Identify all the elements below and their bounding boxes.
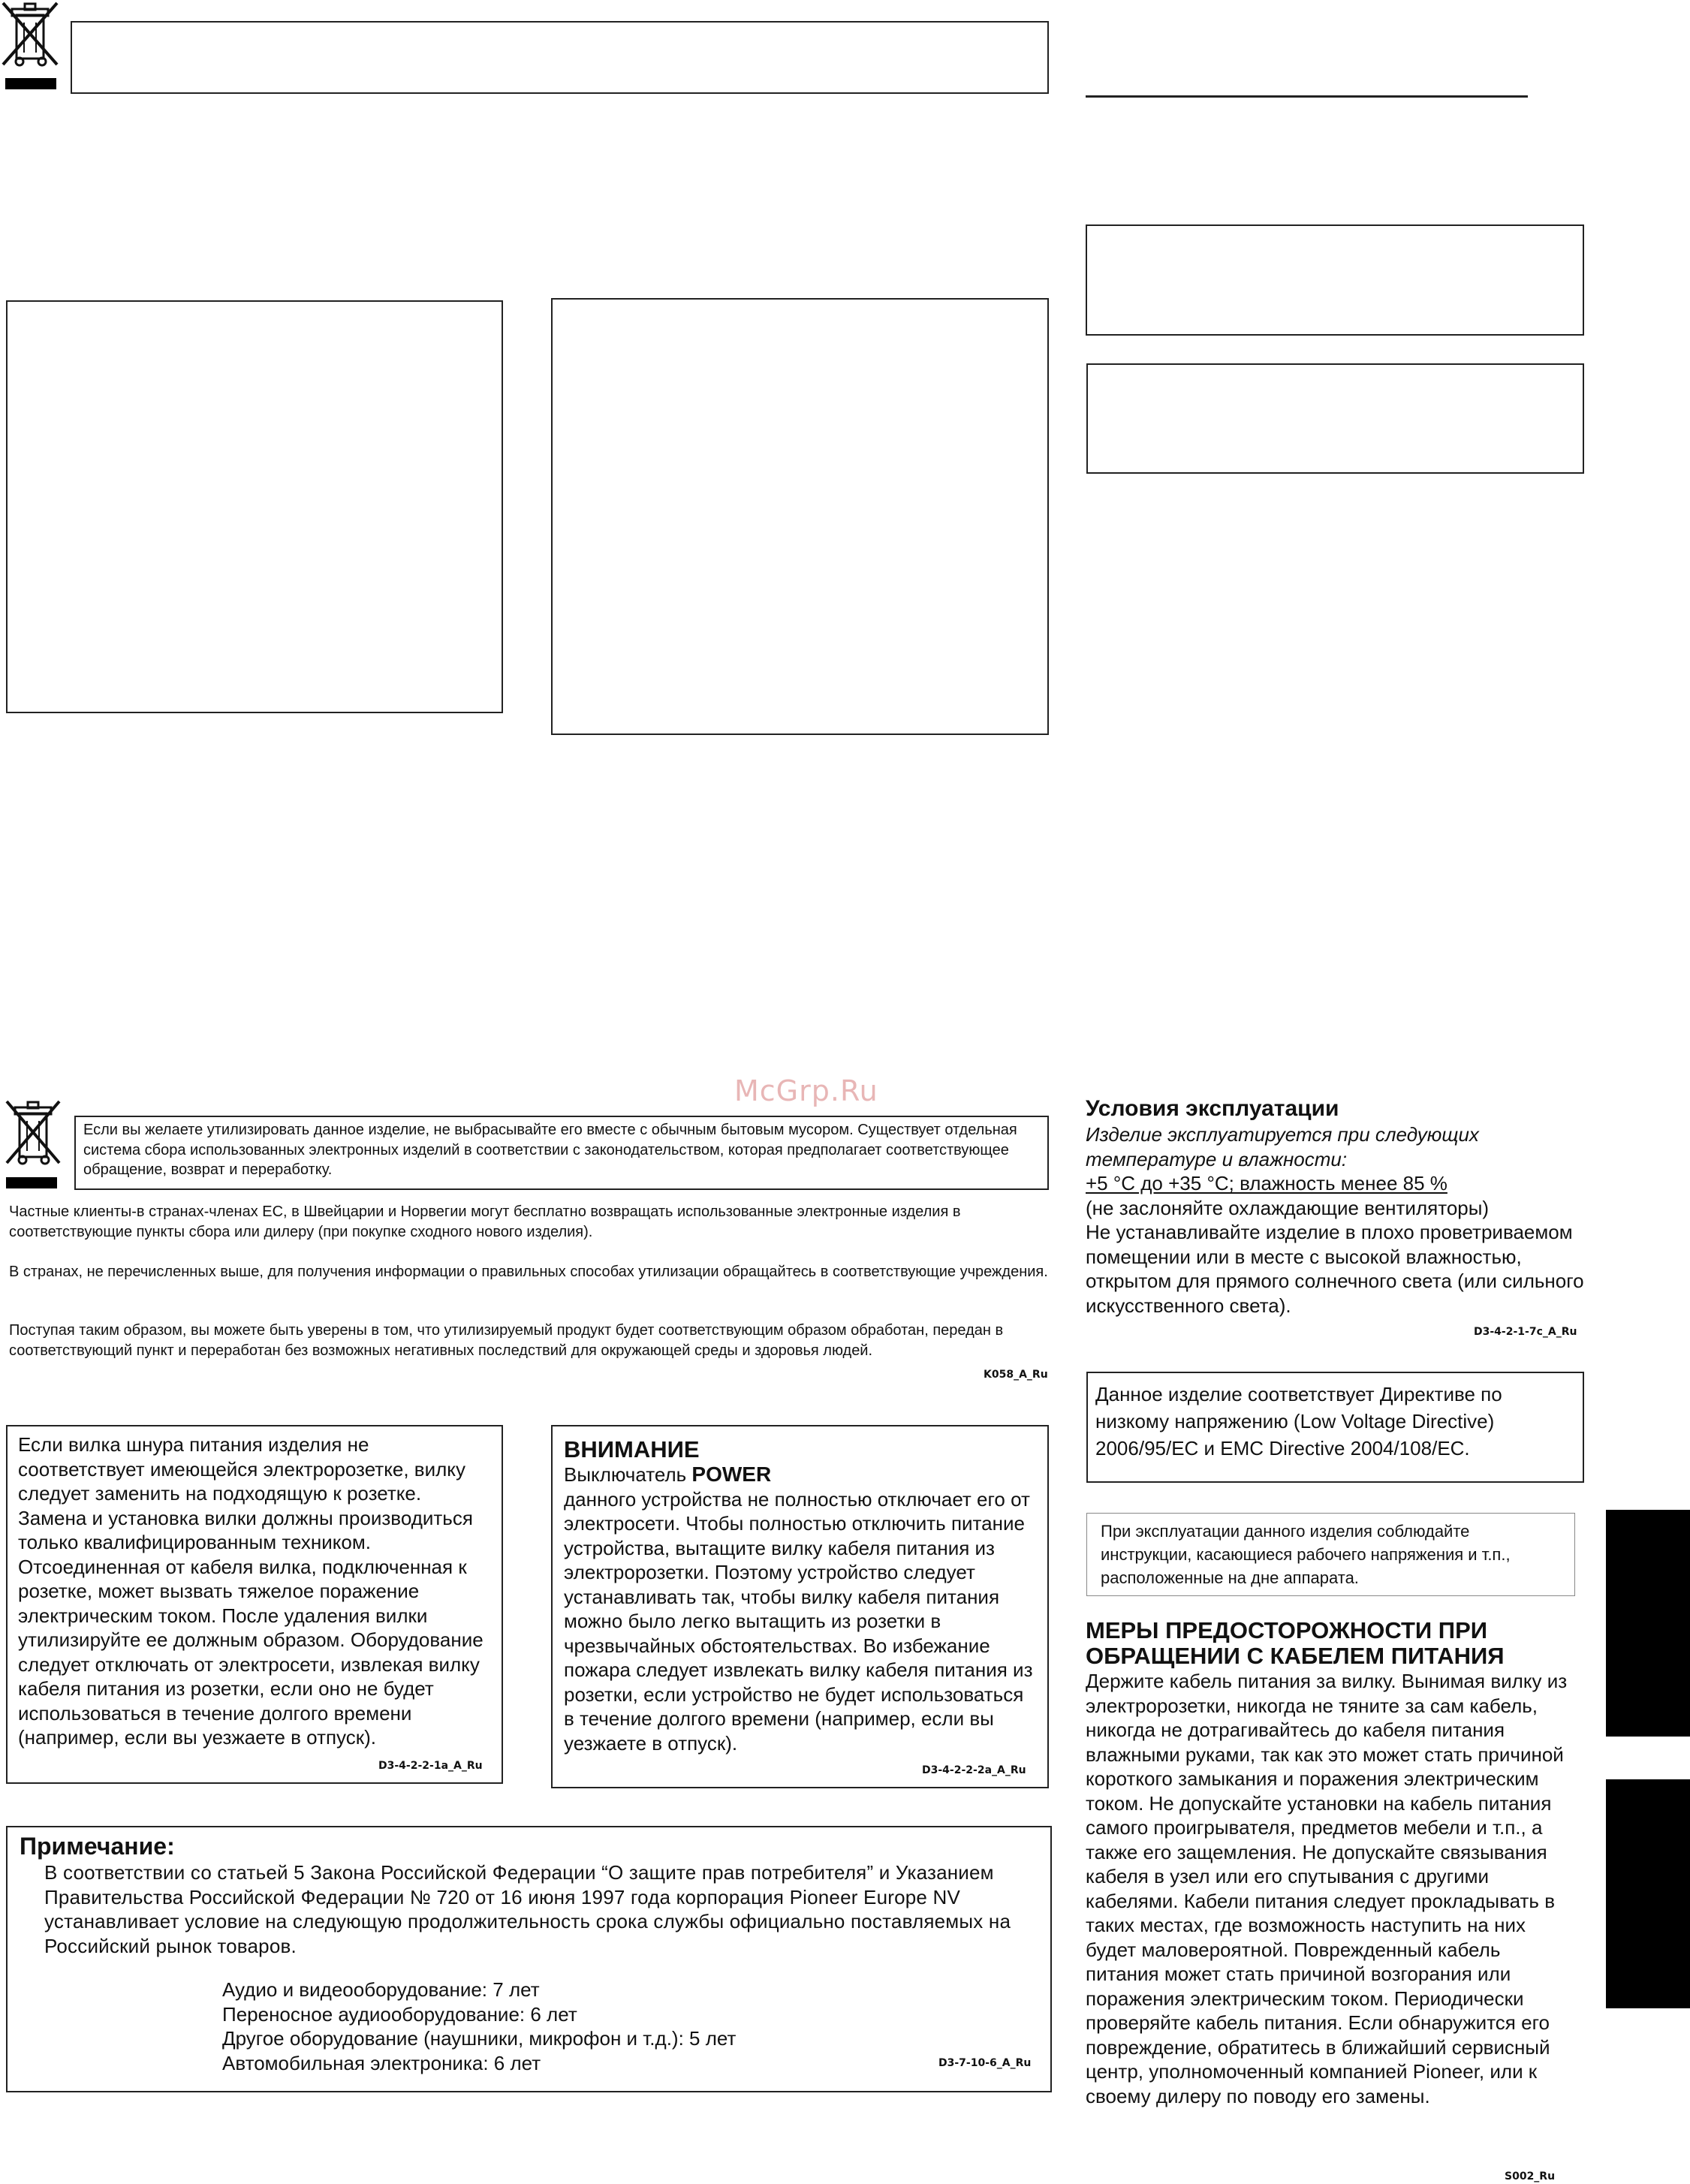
- caution-code: D3-4-2-2-2a_A_Ru: [922, 1764, 1026, 1776]
- note-list-item: Переносное аудиооборудование: 6 лет: [222, 2002, 577, 2026]
- plug-warning-code: D3-4-2-2-1a_A_Ru: [378, 1760, 483, 1772]
- note-text: В соответствии со статьей 5 Закона Российской Федерации “О защите прав потребителя” и Указанием Правительства Российской Федерации № 720 от 16 июня 1997 года корпорация Pioneer Europe NV устанавливает условие на следующую продолжительность срока службы официально поставляемых на Российский рынок товаров.: [44, 1861, 1011, 1957]
- cord-code: S002_Ru: [1505, 2170, 1556, 2182]
- directive-box: [1086, 1372, 1584, 1483]
- watermark: McGrp.Ru: [734, 1074, 878, 1107]
- voltage-box: [1086, 1513, 1575, 1596]
- note-code: D3-7-10-6_A_Ru: [938, 2057, 1032, 2069]
- voltage-text: При эксплуатации данного изделия соблюдайте инструкции, касающиеся рабочего напряжения и т.п., расположенные на дне аппарата.: [1101, 1522, 1511, 1587]
- operating-italic: Изделие эксплуатируется при следующих температуре и влажности:: [1086, 1123, 1479, 1170]
- weee-paragraph-2: В странах, не перечисленных выше, для получения информации о правильных способах утилизации обращайтесь в соответствующие учреждения.: [9, 1264, 1048, 1280]
- weee-bin-icon: [5, 1098, 65, 1192]
- operating-code: D3-4-2-1-7c_A_Ru: [1474, 1326, 1577, 1338]
- weee-notice-text: Если вы желаете утилизировать данное изделие, не выбрасывайте его вместе с обычным бытовым мусором. Существует отдельная система сбора использованных электронных изделий в соответствии с законодательством, которая предполагает соответствующее обращение, возврат и переработку.: [83, 1122, 1017, 1178]
- caution-box: [551, 1425, 1049, 1788]
- empty-frame-top-right-2: [1086, 363, 1584, 474]
- caution-switch-prefix: Выключатель: [564, 1463, 687, 1486]
- operating-paren: (не заслоняйте охлаждающие вентиляторы): [1086, 1196, 1490, 1219]
- note-box: [6, 1826, 1052, 2092]
- operating-title: Условия эксплуатации: [1086, 1096, 1339, 1121]
- plug-warning-text: Если вилка шнура питания изделия не соответствует имеющейся электророзетке, вилку следует заменить на подходящую к розетке. Замена и установка вилки должны производиться только квалифицированным техником. Отсоединенная от кабеля вилка, подключенная к розетке, может вызвать тяжелое поражение электрическим током. После удаления вилки утилизируйте ее должным образом. Оборудование следует отключать от электросети, извлекая вилку кабеля питания из розетки, если оно не будет использоваться в течение долгого времени (например, если вы уезжаете в отпуск).: [18, 1433, 484, 1749]
- empty-frame-top-middle: [551, 298, 1049, 735]
- weee-paragraph-1: Частные клиенты-в странах-членах ЕС, в Швейцарии и Норвегии могут бесплатно возвращать использованные электронные изделия в соответствующие пункты сбора или дилеру (при покупке сходного нового изделия).: [9, 1203, 961, 1240]
- weee-code: K058_A_Ru: [984, 1369, 1048, 1381]
- note-service-life-list: [20, 1978, 1038, 2075]
- weee-notice-box: [74, 1116, 1049, 1190]
- note-list-item: Автомобильная электроника: 6 лет: [222, 2051, 541, 2074]
- rule-line-top: [1086, 95, 1528, 98]
- weee-paragraph-3: Поступая таким образом, вы можете быть уверены в том, что утилизируемый продукт будет соответствующим образом обработан, передан в соответствующий пункт и переработан без возможных негативных последствий для окружающей среды и здоровья людей.: [9, 1322, 1004, 1359]
- directive-text: Данное изделие соответствует Директиве по низкому напряжению (Low Voltage Directive) 2006/95/EC и EMC Directive 2004/108/EC.: [1095, 1383, 1502, 1460]
- cord-title: МЕРЫ ПРЕДОСТОРОЖНОСТИ ПРИ ОБРАЩЕНИИ С КАБЕЛЕМ ПИТАНИЯ: [1086, 1617, 1505, 1669]
- note-title: Примечание:: [20, 1833, 175, 1860]
- empty-frame-top-left: [6, 300, 503, 713]
- empty-frame-top-right-1: [1086, 224, 1584, 336]
- note-list-item: Другое оборудование (наушники, микрофон и т.д.): 5 лет: [222, 2027, 737, 2050]
- side-tab-marker: [1606, 1779, 1690, 2008]
- weee-bin-icon-top: [0, 0, 64, 94]
- note-list-item: Аудио и видеооборудование: 7 лет: [222, 1978, 540, 2001]
- caution-switch-line: [564, 1463, 1036, 1487]
- empty-frame-top-weee: [71, 21, 1049, 94]
- cord-text: Держите кабель питания за вилку. Вынимая вилку из электророзетки, никогда не тяните за сам кабель, никогда не дотрагивайтесь до кабеля питания влажными руками, так как это может стать причиной короткого замыкания и поражения электрическим током. Не допускайте установки на кабель питания самого проигрывателя, предметов мебели и т.п., а также его защемления. Не допускайте связывания кабеля в узел или его спутывания с другими кабелями. Кабели питания следует прокладывать в таких местах, где возможность наступить на них будет маловероятной. Поврежденный кабель питания может стать причиной возгорания или поражения электрическим током. Периодически проверяйте кабель питания. Если обнаружится его повреждение, обратитесь в ближайший сервисный центр, уполномоченный компанией Pioneer, или к своему дилеру по поводу его замены.: [1086, 1670, 1568, 2107]
- operating-text: Не устанавливайте изделие в плохо проветриваемом помещении или в месте с высокой влажностью, открытом для прямого солнечного света (или сильного искусственного света).: [1086, 1221, 1584, 1317]
- side-tab-marker: [1606, 1510, 1690, 1737]
- operating-range-value: +5 °C до +35 °C; влажность менее 85 %: [1086, 1172, 1447, 1194]
- plug-warning-box: [6, 1425, 503, 1784]
- caution-text: данного устройства не полностью отключает его от электросети. Чтобы полностью отключить питание устройства, вытащите вилку кабеля питания из электророзетки. Поэтому устройство следует устанавливать так, чтобы вилку кабеля питания можно было легко вытащить из розетки в чрезвычайных обстоятельствах. Во избежание пожара следует извлекать вилку кабеля питания из розетки, если устройство не будет использоваться в течение долгого времени (например, если вы уезжаете в отпуск).: [564, 1487, 1033, 1755]
- operating-section: [1086, 1095, 1589, 1318]
- caution-switch-name: POWER: [691, 1463, 772, 1486]
- operating-range: [1086, 1171, 1589, 1196]
- cord-section: [1086, 1618, 1574, 2108]
- caution-title: ВНИМАНИЕ: [564, 1436, 700, 1463]
